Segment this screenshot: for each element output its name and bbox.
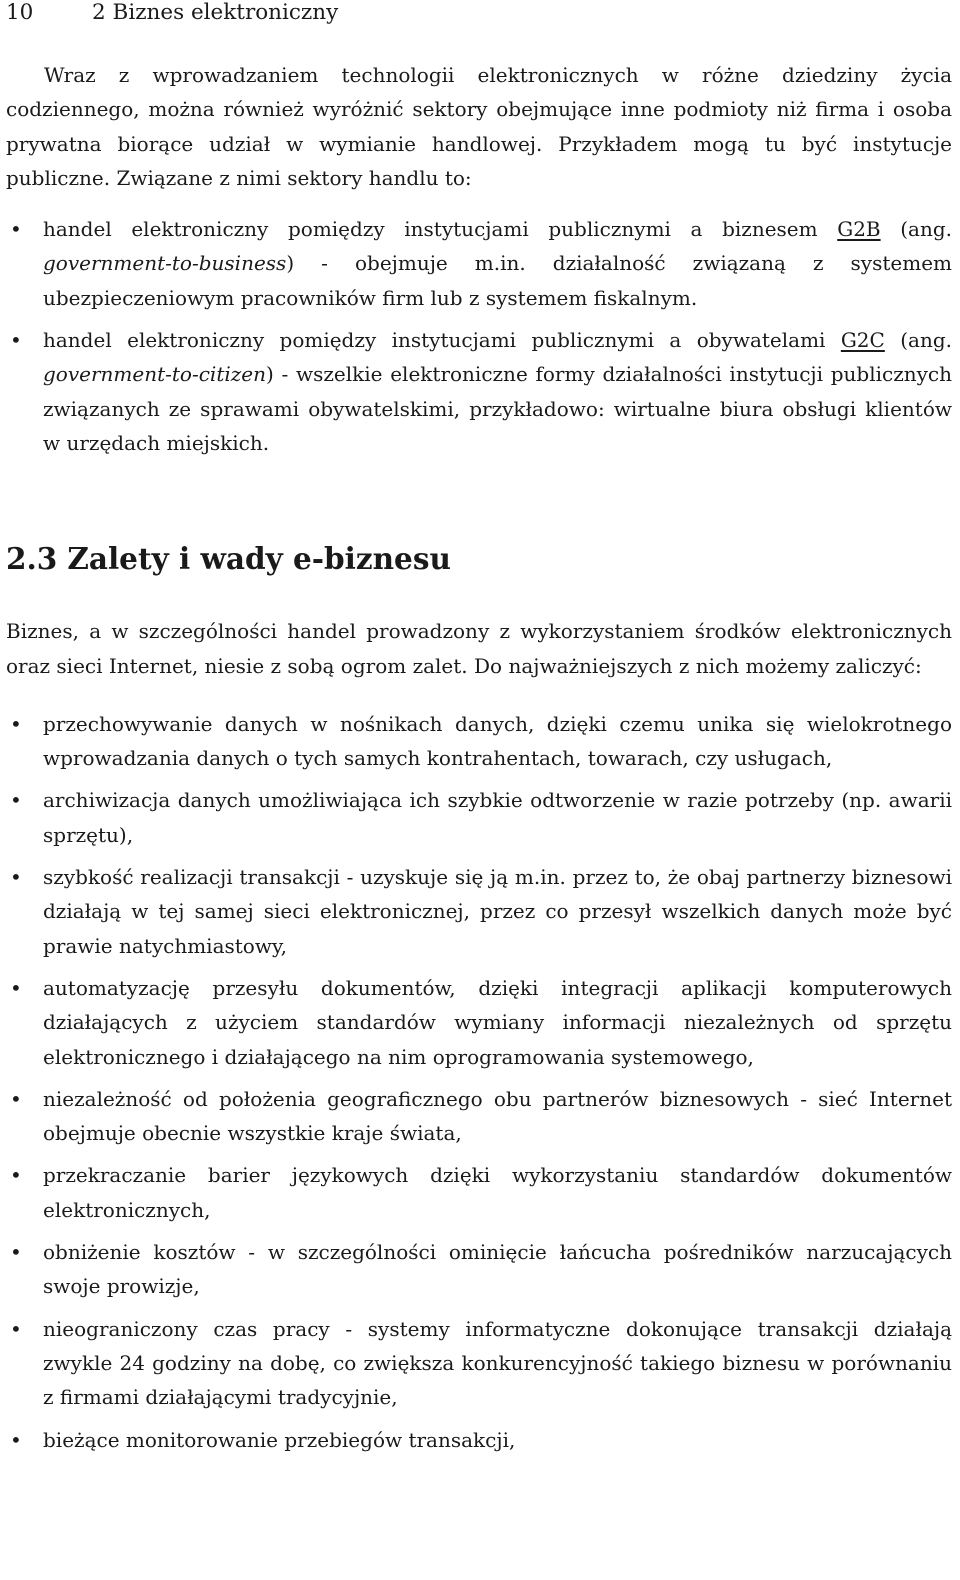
advantage-text: przechowywanie danych w nośnikach danych, dzięki czemu unika się wielokrotnego wprowadzania danych o tych samych kontrahentach, towarach, czy usługach, — [43, 711, 952, 771]
sector-lead: handel elektroniczny pomiędzy instytucjami publicznymi a obywatelami — [43, 328, 841, 353]
section-paragraph: Biznes, a w szczególności handel prowadzony z wykorzystaniem środków elektronicznych oraz sieci Internet, niesie z sobą ogrom zalet. Do najważniejszych z nich możemy zaliczyć: — [6, 619, 952, 678]
advantage-text: obniżenie kosztów - w szczególności ominięcie łańcucha pośredników narzucających swoje prowizje, — [43, 1240, 952, 1299]
advantage-text: bieżące monitorowanie przebiegów transakcji, — [43, 1427, 516, 1452]
advantage-text: automatyzację przesyłu dokumentów, dzięki integracji aplikacji komputerowych działających z użyciem standardów wymiany informacji niezależnych od sprzętu elektronicznego i działającego na nim oprogramowania systemowego, — [43, 975, 952, 1069]
bullet-icon: • — [10, 788, 22, 813]
bullet-icon: • — [10, 975, 22, 1000]
section-title: Zalety i wady e-biznesu — [67, 541, 451, 577]
sector-description: ) - wszelkie elektroniczne formy działalności instytucji publicznych związanych ze sprawami obywatelskimi, przykładowo: wirtualne biura obsługi klientów w urzędach miejskich. — [43, 362, 952, 455]
sector-description: ) - obejmuje m.in. działalność związaną z systemem ubezpieczeniowym pracowników firm lub z systemem fiskalnym. — [43, 251, 952, 310]
advantage-text: nieograniczony czas pracy - systemy informatyczne dokonujące transakcji działają zwykle 24 godziny na dobę, co zwiększa konkurencyjność takiego biznesu w porównaniu z firmami działającymi tradycyjnie, — [43, 1316, 952, 1410]
advantage-text: szybkość realizacji transakcji - uzyskuje się ją m.in. przez to, że obaj partnerzy biznesowi działają w tej samej sieci elektronicznej, przez co przesył wszelkich danych może być prawie natychmiastowy, — [43, 865, 952, 958]
bullet-icon: • — [10, 865, 22, 890]
english-term: government-to-business — [43, 251, 287, 276]
list-item — [6, 1235, 952, 1304]
advantage-text: przekraczanie barier językowych dzięki wykorzystaniu standardów dokumentów elektronicznych, — [43, 1163, 952, 1222]
bullet-icon: • — [10, 217, 22, 242]
list-item — [6, 212, 952, 315]
intro-paragraph: Wraz z wprowadzaniem technologii elektronicznych w różne dziedziny życia codziennego, można również wyróżnić sektory obejmujące inne podmioty niż firma i osoba prywatna biorące udział w wymianie handlowej. Przykładem mogą tu być instytucje publiczne. Związane z nimi sektory handlu to: — [6, 63, 952, 190]
ang-prefix: (ang. — [884, 328, 952, 353]
advantage-text: archiwizacja danych umożliwiająca ich szybkie odtworzenie w razie potrzeby (np. awarii sprzętu), — [43, 788, 952, 847]
acronym-g2b: G2B — [837, 217, 881, 242]
acronym-g2c: G2C — [840, 328, 885, 353]
list-item — [6, 707, 952, 776]
sector-lead: handel elektroniczny pomiędzy instytucjami publicznymi a biznesem — [43, 217, 838, 242]
bullet-icon: • — [10, 1316, 22, 1341]
section-heading — [6, 539, 952, 579]
running-header — [6, 0, 952, 26]
list-item — [6, 1423, 952, 1457]
list-item — [6, 783, 952, 852]
bullet-icon: • — [10, 1240, 22, 1265]
list-item — [6, 1158, 952, 1227]
bullet-icon: • — [10, 1427, 22, 1452]
list-item — [6, 1312, 952, 1415]
ang-prefix: (ang. — [880, 217, 953, 242]
advantage-text: niezależność od położenia geograficznego obu partnerów biznesowych - sieć Internet obejmuje obecnie wszystkie kraje świata, — [43, 1086, 952, 1146]
list-item — [6, 860, 952, 963]
list-item — [6, 1082, 952, 1151]
bullet-icon: • — [10, 1086, 22, 1111]
english-term: government-to-citizen — [43, 362, 267, 387]
advantages-list — [6, 707, 952, 1457]
bullet-icon: • — [10, 328, 22, 353]
list-item — [6, 971, 952, 1074]
sector-list — [6, 212, 952, 460]
bullet-icon: • — [10, 1163, 22, 1188]
list-item — [6, 323, 952, 460]
section-number: 2.3 — [6, 541, 58, 577]
chapter-title: 2 Biznes elektroniczny — [92, 0, 339, 25]
bullet-icon: • — [10, 711, 22, 736]
page-number: 10 — [6, 0, 34, 25]
